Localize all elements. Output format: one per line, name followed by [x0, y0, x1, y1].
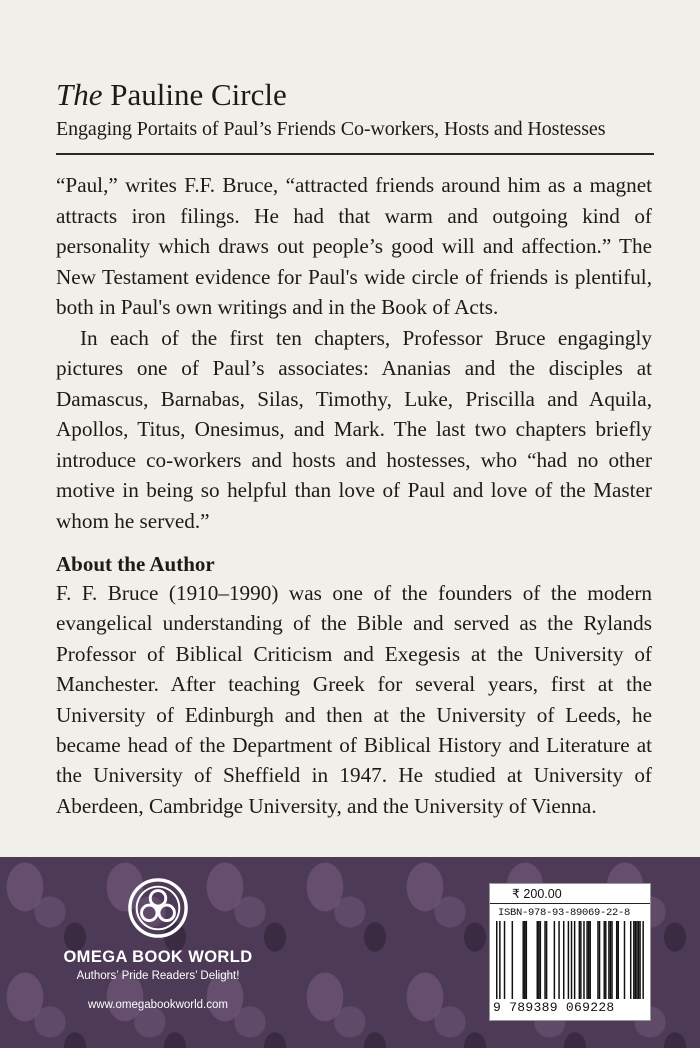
- about-author-heading: About the Author: [56, 552, 215, 576]
- barcode-bar: [579, 921, 580, 999]
- barcode-bar: [546, 921, 547, 999]
- barcode-bar: [580, 921, 581, 999]
- publisher-name: OMEGA BOOK WORLD: [63, 948, 253, 966]
- about-author-paragraph: F. F. Bruce (1910–1990) was one of the founders of the modern evangelical understanding of the Bible and served as the Rylands Professor of Biblical Criticism and Exegesis at the University of Manchester. After teaching Greek for several years, first at the University of Edinburgh and then at the University of Leeds, he became head of the Department of Biblical History and Literature at the University of Sheffield in 1947. He studied at University of Aberdeen, Cambridge University, and the University of Vienna.: [56, 581, 652, 818]
- barcode-bar: [540, 921, 541, 999]
- barcode-bar: [610, 921, 611, 999]
- barcode-bar: [630, 921, 631, 999]
- about-author-text: [56, 578, 652, 821]
- barcode-bar: [616, 921, 617, 999]
- barcode-bar: [524, 921, 525, 999]
- isbn-barcode-box: [489, 883, 651, 1021]
- barcode-bar: [504, 921, 505, 999]
- barcode-bar: [603, 921, 604, 999]
- barcode-bar: [599, 921, 600, 999]
- barcode-bar: [583, 921, 584, 999]
- publisher-tagline: Authors’ Pride Readers’ Delight!: [76, 970, 240, 982]
- barcode-bar: [558, 921, 559, 999]
- barcode-bar: [526, 921, 527, 999]
- barcode-bar: [618, 921, 619, 999]
- barcode-bar: [605, 921, 606, 999]
- book-title: [56, 76, 656, 114]
- barcode-bar: [608, 921, 609, 999]
- barcode-bar: [571, 921, 572, 999]
- barcode-bar: [588, 921, 589, 999]
- barcode-bar: [635, 921, 636, 999]
- description-paragraph: In each of the first ten chapters, Professor Bruce engagingly pictures one of Paul’s associates: Ananias and the disciples at Damascus, Barnabas, Silas, Timothy, Luke, Priscilla and Aquila, Apollos, Titus, Onesimus, and Mark. The last two chapters briefly introduce co-workers and hosts and hostesses, who “had no other motive in being so helpful than love of Paul and love of the Master whom he served.”: [56, 325, 652, 533]
- barcode-bar: [537, 921, 538, 999]
- publisher-block: [48, 877, 268, 1013]
- barcode-bar: [538, 921, 539, 999]
- barcode-bar: [633, 921, 634, 999]
- barcode-bar: [522, 921, 523, 999]
- barcode-bar: [563, 921, 564, 999]
- barcode-graphic: [496, 921, 644, 999]
- barcode-bar: [496, 921, 497, 999]
- barcode-bar: [597, 921, 598, 999]
- barcode-bar: [636, 921, 637, 999]
- barcode-bar: [544, 921, 545, 999]
- barcode-bar: [499, 921, 500, 999]
- barcode-bar: [574, 921, 575, 999]
- title-divider: [56, 153, 654, 155]
- barcode-bar: [512, 921, 513, 999]
- description-paragraph: “Paul,” writes F.F. Bruce, “attracted friends around him as a magnet attracts iron filings. He had that warm and outgoing kind of personality which draws out people’s good will and affection.” The New Testament evidence for Paul's wide circle of friends is plentiful, both in Paul's own writings and in the Book of Acts.: [56, 173, 652, 319]
- barcode-digits: 9 789389 069228: [493, 1000, 615, 1015]
- barcode-bar: [586, 921, 587, 999]
- price-label: ₹ 200.00: [490, 884, 650, 904]
- barcode-bar: [639, 921, 640, 999]
- book-title-emphasis: The: [56, 77, 103, 112]
- barcode-bar: [554, 921, 555, 999]
- barcode-bar: [589, 921, 590, 999]
- barcode-bar: [642, 921, 643, 999]
- publisher-footer: [0, 857, 700, 1048]
- barcode-bar: [611, 921, 612, 999]
- title-block: [56, 76, 656, 142]
- book-subtitle: Engaging Portaits of Paul’s Friends Co-workers, Hosts and Hostesses: [56, 118, 606, 140]
- isbn-label: ISBN-978-93-89069-22-8: [498, 907, 631, 919]
- barcode-bar: [568, 921, 569, 999]
- barcode-bar: [638, 921, 639, 999]
- book-title-rest: Pauline Circle: [102, 77, 287, 112]
- publisher-website: www.omegabookworld.com: [88, 999, 228, 1011]
- barcode-bar: [624, 921, 625, 999]
- omega-book-world-logo-icon: [127, 877, 189, 939]
- description: [56, 170, 652, 536]
